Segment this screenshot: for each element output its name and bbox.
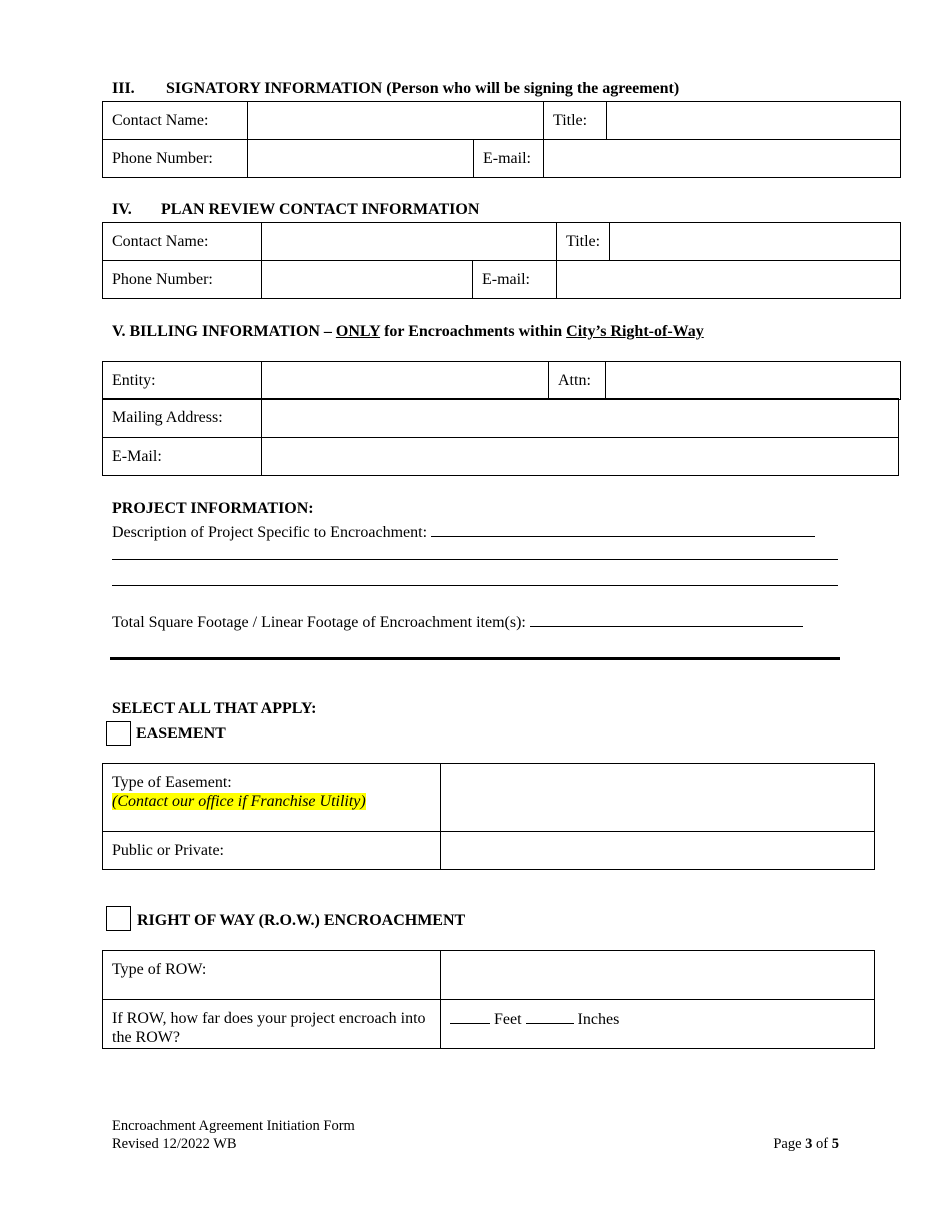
plan-review-phone-label: Phone Number: (103, 261, 262, 299)
section-5-only: ONLY (335, 323, 381, 340)
plan-review-title-field[interactable] (610, 223, 901, 261)
billing-email-field[interactable] (262, 438, 899, 476)
row-table (102, 950, 875, 1049)
billing-mailing-field[interactable] (262, 399, 899, 438)
signatory-contact-field[interactable] (248, 102, 544, 140)
section-4-heading (112, 201, 479, 219)
billing-entity-field[interactable] (262, 362, 549, 400)
row-feet-blank[interactable] (450, 1009, 490, 1024)
section-5-title-mid: for Encroachments within (380, 323, 567, 340)
section-4-number: IV. (112, 201, 132, 218)
section-3-title: SIGNATORY INFORMATION (Person who will be signing the agreement) (166, 80, 680, 97)
public-private-label: Public or Private: (103, 832, 441, 870)
footer-revised: Revised 12/2022 WB (112, 1136, 237, 1152)
footer-page-word: Page (773, 1136, 806, 1152)
project-description-line-2[interactable] (112, 559, 838, 560)
signatory-title-field[interactable] (607, 102, 901, 140)
billing-table-bottom (102, 398, 899, 476)
row-inches-label: Inches (577, 1011, 620, 1028)
footer-left (112, 1117, 355, 1153)
row-distance-cell (441, 1000, 875, 1049)
project-description-line-3[interactable] (112, 585, 838, 586)
plan-review-title-label: Title: (557, 223, 610, 261)
signatory-phone-label: Phone Number: (103, 140, 248, 178)
project-footage-label: Total Square Footage / Linear Footage of Encroachment item(s): (112, 614, 530, 631)
section-3-heading (112, 80, 679, 98)
row-encroachment-label: RIGHT OF WAY (R.O.W.) ENCROACHMENT (137, 912, 466, 929)
plan-review-contact-label: Contact Name: (103, 223, 262, 261)
billing-table-top (102, 361, 901, 400)
project-footage-row (112, 612, 803, 633)
billing-email-label: E-Mail: (103, 438, 262, 476)
section-5-row: City’s Right-of-Way (566, 323, 704, 340)
section-divider (110, 657, 840, 660)
section-4-title: PLAN REVIEW CONTACT INFORMATION (161, 201, 480, 218)
project-footage-line[interactable] (530, 612, 803, 627)
plan-review-email-field[interactable] (557, 261, 901, 299)
signatory-phone-field[interactable] (248, 140, 474, 178)
plan-review-contact-field[interactable] (262, 223, 557, 261)
section-5-title-pre: V. BILLING INFORMATION – (112, 323, 336, 340)
public-private-field[interactable] (441, 832, 875, 870)
signatory-contact-label: Contact Name: (103, 102, 248, 140)
row-inches-blank[interactable] (526, 1009, 574, 1024)
easement-checkbox[interactable] (106, 721, 131, 746)
footer-page-total: 5 (831, 1136, 839, 1152)
project-description-label: Description of Project Specific to Encroachment: (112, 524, 432, 541)
project-heading: PROJECT INFORMATION: (112, 500, 314, 517)
easement-type-cell (103, 764, 441, 832)
easement-type-label: Type of Easement: (112, 774, 232, 791)
project-description-row (112, 522, 815, 543)
row-feet-label: Feet (494, 1011, 522, 1028)
plan-review-phone-field[interactable] (262, 261, 473, 299)
billing-attn-field[interactable] (606, 362, 901, 400)
section-3-number: III. (112, 80, 135, 97)
row-distance-label: If ROW, how far does your project encroach into the ROW? (103, 1000, 441, 1049)
plan-review-table (102, 222, 901, 299)
footer-page-number (773, 1135, 839, 1153)
billing-mailing-label: Mailing Address: (103, 399, 262, 438)
row-encroachment-checkbox[interactable] (106, 906, 131, 931)
row-type-label: Type of ROW: (103, 951, 441, 1000)
easement-type-field[interactable] (441, 764, 875, 832)
easement-label: EASEMENT (136, 725, 226, 742)
easement-table (102, 763, 875, 870)
signatory-table (102, 101, 901, 178)
footer-page-num: 3 (805, 1136, 813, 1152)
footer-of-word: of (812, 1136, 832, 1152)
plan-review-email-label: E-mail: (473, 261, 557, 299)
signatory-email-field[interactable] (544, 140, 901, 178)
row-type-field[interactable] (441, 951, 875, 1000)
section-5-heading (112, 323, 704, 341)
select-heading: SELECT ALL THAT APPLY: (112, 700, 317, 717)
signatory-title-label: Title: (544, 102, 607, 140)
footer-form-name: Encroachment Agreement Initiation Form (112, 1118, 355, 1134)
signatory-email-label: E-mail: (474, 140, 544, 178)
easement-type-note: (Contact our office if Franchise Utility) (112, 793, 366, 810)
billing-entity-label: Entity: (103, 362, 262, 400)
billing-attn-label: Attn: (549, 362, 606, 400)
project-description-line[interactable] (431, 522, 815, 537)
